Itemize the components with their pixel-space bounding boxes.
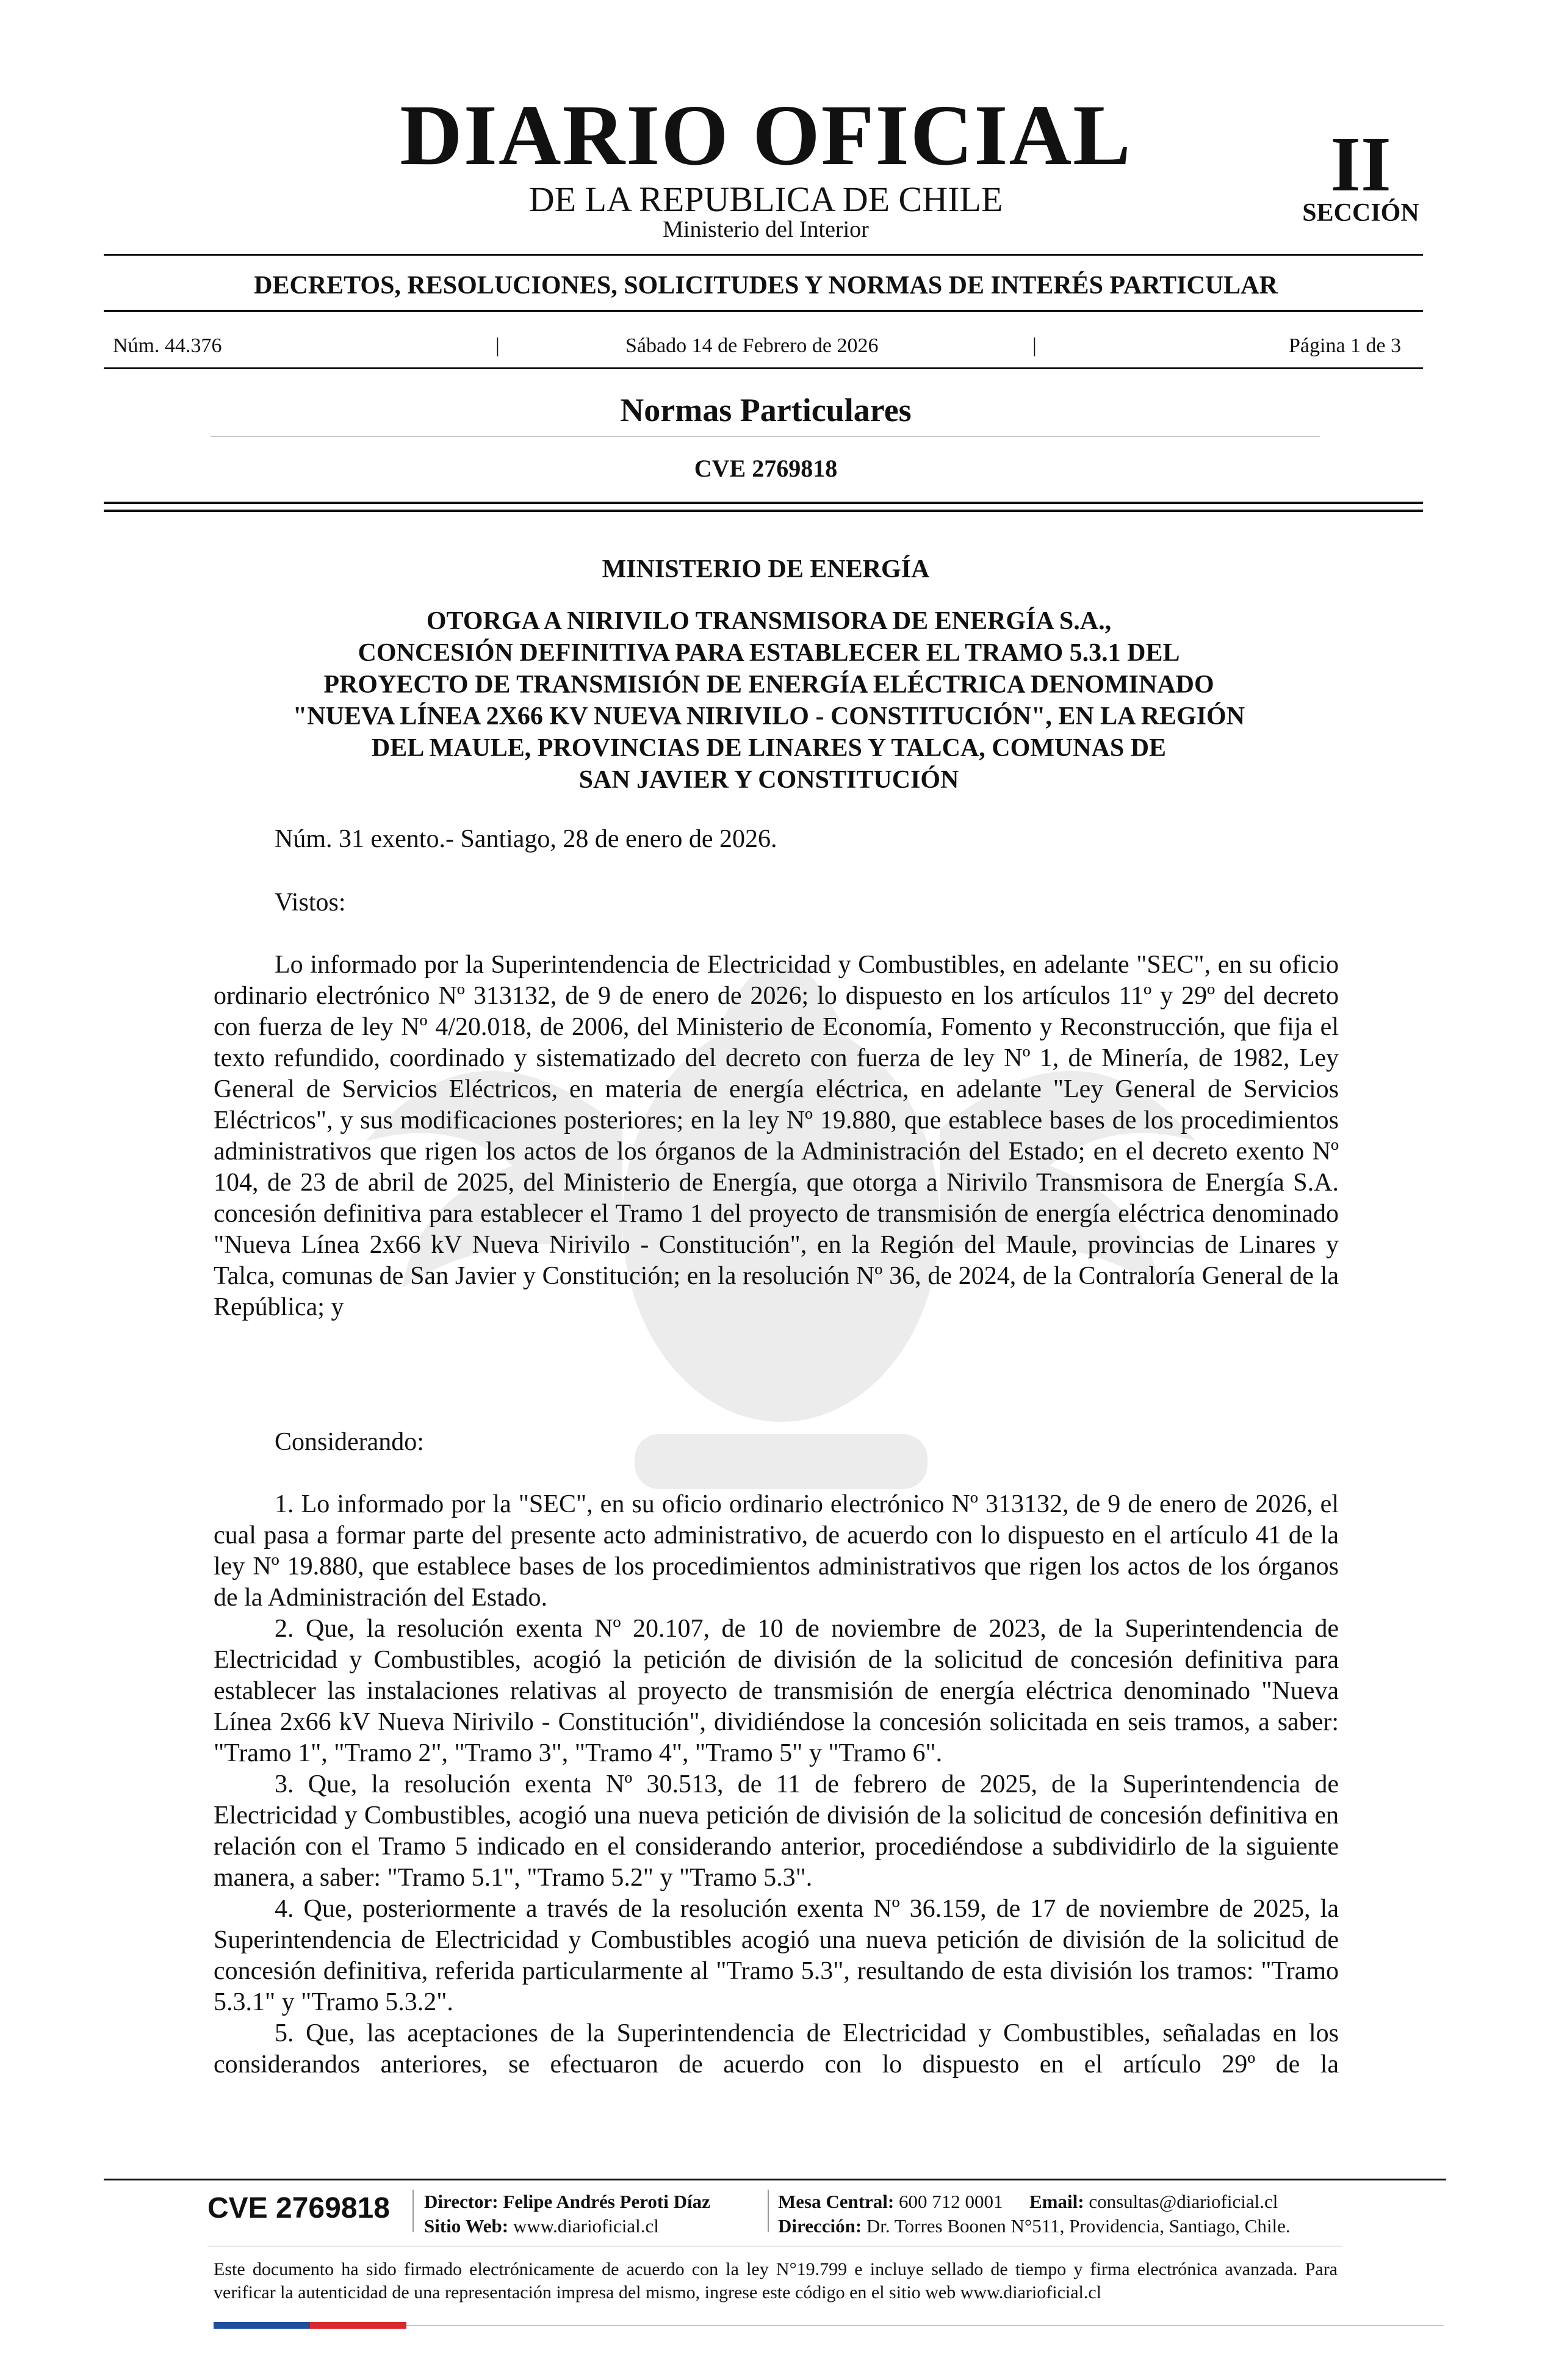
considerando-heading: Considerando: <box>275 1428 424 1456</box>
footer-website <box>424 2216 659 2235</box>
footer-cve-code: CVE 2769818 <box>207 2192 390 2224</box>
address-text: Dr. Torres Boonen N°511, Providencia, Santiago, Chile. <box>866 2215 1291 2237</box>
flag-stripe-red <box>310 2322 406 2329</box>
website-label: Sitio Web: <box>424 2215 509 2237</box>
header-double-rule <box>104 510 1423 512</box>
issue-number: Núm. 44.376 <box>113 334 222 357</box>
section-banner: DECRETOS, RESOLUCIONES, SOLICITUDES Y NORMAS DE INTERÉS PARTICULAR <box>254 272 1278 300</box>
footer-divider <box>768 2190 769 2232</box>
director-name: Felipe Andrés Peroti Díaz <box>503 2191 710 2212</box>
email-label: Email: <box>1029 2191 1084 2212</box>
document-title: OTORGA A NIRIVILO TRANSMISORA DE ENERGÍA S.A., CONCESIÓN DEFINITIVA PARA ESTABLECER EL TRAMO 5.3.1 DEL PROYECTO DE TRANSMISIÓN DE ENERGÍA ELÉCTRICA DENOMINADO "NUEVA LÍNEA 2X66 KV NUEVA NIRIVILO - CONSTITUCIÓN", EN LA REGIÓN DEL MAULE, PROVINCIAS DE LINARES Y TALCA, COMUNAS DE SAN JAVIER Y CONSTITUCIÓN <box>292 607 1245 794</box>
mesa-label: Mesa Central: <box>778 2191 895 2212</box>
masthead-rule <box>104 254 1423 256</box>
vistos-paragraph <box>214 950 1339 1323</box>
newspaper-ministry: Ministerio del Interior <box>663 217 869 242</box>
decree-number: Núm. 31 exento.- Santiago, 28 de enero de 2026. <box>275 825 777 853</box>
meta-separator: | <box>1032 334 1037 357</box>
email-link[interactable]: consultas@diarioficial.cl <box>1089 2191 1278 2212</box>
considerando-item: 1. Lo informado por la "SEC", en su oficio ordinario electrónico Nº 313132, de 9 de enero de 2026, el cual pasa a formar parte del presente acto administrativo, de acuerdo con lo dispuesto en el artículo 41 de la ley Nº 19.880, que establece bases de los procedimientos administrativos que rigen los actos de los órganos de la Administración del Estado. <box>214 1490 1339 1612</box>
newspaper-title: DIARIO OFICIAL <box>400 87 1132 183</box>
meta-rule <box>104 367 1423 369</box>
issuing-ministry: MINISTERIO DE ENERGÍA <box>602 555 930 583</box>
header-double-rule <box>104 502 1423 504</box>
banner-rule <box>104 310 1423 312</box>
section-label: SECCIÓN <box>1302 199 1419 227</box>
considerando-item: 3. Que, la resolución exenta Nº 30.513, de 11 de febrero de 2025, de la Superintendencia de Electricidad y Combustibles, acogió una nueva petición de división de la solicitud de concesión definitiva en relación con el Tramo 5 indicado en el considerando anterior, procediéndose a subdividirlo de la siguiente manera, a saber: "Tramo 5.1", "Tramo 5.2" y "Tramo 5.3". <box>214 1770 1339 1892</box>
footer-divider <box>412 2190 414 2232</box>
website-link[interactable]: www.diarioficial.cl <box>513 2215 659 2237</box>
section-title-rule <box>211 436 1320 437</box>
footer-address <box>778 2216 1291 2235</box>
director-label: Director: <box>424 2191 499 2212</box>
issue-date: Sábado 14 de Febrero de 2026 <box>625 334 879 357</box>
footer-legal-note: Este documento ha sido firmado electrónicamente de acuerdo con la ley N°19.799 e incluye sellado de tiempo y firma electrónica avanzada. Para verificar la autenticidad de una representación impresa del mismo, ingrese este código en el sitio web www.diarioficial.cl <box>214 2259 1338 2302</box>
mesa-phone: 600 712 0001 <box>899 2191 1003 2212</box>
considerandos-list <box>214 1489 1339 2080</box>
vistos-heading: Vistos: <box>275 889 346 917</box>
flag-stripe-blue <box>214 2322 310 2329</box>
meta-separator: | <box>495 334 500 357</box>
vistos-text: Lo informado por la Superintendencia de Electricidad y Combustibles, en adelante "SEC", en su oficio ordinario electrónico Nº 313132, de 9 de enero de 2026; lo dispuesto en los artículos 11º y 29º del decreto con fuerza de ley Nº 4/20.018, de 2006, del Ministerio de Economía, Fomento y Reconstrucción, que fija el texto refundido, coordinado y sistematizado del decreto con fuerza de ley Nº 1, de Minería, de 1982, Ley General de Servicios Eléctricos, en materia de energía eléctrica, en adelante "Ley General de Servicios Eléctricos", y sus modificaciones posteriores; en la ley Nº 19.880, que establece bases de los procedimientos administrativos que rigen los actos de los órganos de la Administración del Estado; en el decreto exento Nº 104, de 23 de abril de 2025, del Ministerio de Energía, que otorga a Nirivilo Transmisora de Energía S.A. concesión definitiva para establecer el Tramo 1 del proyecto de transmisión de energía eléctrica denominado "Nueva Línea 2x66 kV Nueva Nirivilo - Constitución", en la Región del Maule, provincias de Linares y Talca, comunas de San Javier y Constitución; en la resolución Nº 36, de 2024, de la Contraloría General de la República; y <box>214 951 1339 1321</box>
cve-code: CVE 2769818 <box>694 455 838 482</box>
footer-rule <box>104 2179 1446 2180</box>
footer-bottom-rule <box>406 2325 1444 2326</box>
section-title: Normas Particulares <box>620 392 912 428</box>
address-label: Dirección: <box>778 2215 862 2237</box>
page-indicator: Página 1 de 3 <box>1289 334 1402 357</box>
newspaper-subtitle: DE LA REPUBLICA DE CHILE <box>528 179 1003 219</box>
considerando-item: 2. Que, la resolución exenta Nº 20.107, de 10 de noviembre de 2023, de la Superintendencia de Electricidad y Combustibles, acogió la petición de división de la solicitud de concesión definitiva para establecer las instalaciones relativas al proyecto de transmisión de energía eléctrica denominado "Nueva Línea 2x66 kV Nueva Nirivilo - Constitución", dividiéndose la concesión solicitada en seis tramos, a saber: "Tramo 1", "Tramo 2", "Tramo 3", "Tramo 4", "Tramo 5" y "Tramo 6". <box>214 1615 1339 1767</box>
considerando-item: 5. Que, las aceptaciones de la Superintendencia de Electricidad y Combustibles, señaladas en los considerandos anteriores, se efectuaron de acuerdo con lo dispuesto en el artículo 29º de la <box>214 2019 1339 2079</box>
considerando-item: 4. Que, posteriormente a través de la resolución exenta Nº 36.159, de 17 de noviembre de 2025, la Superintendencia de Electricidad y Combustibles acogió una nueva petición de división de la solicitud de concesión definitiva, referida particularmente al "Tramo 5.3", resultando de esta división los tramos: "Tramo 5.3.1" y "Tramo 5.3.2". <box>214 1895 1339 2016</box>
footer-contact <box>778 2192 1278 2211</box>
section-number: II <box>1330 121 1391 207</box>
footer-director <box>424 2192 710 2211</box>
